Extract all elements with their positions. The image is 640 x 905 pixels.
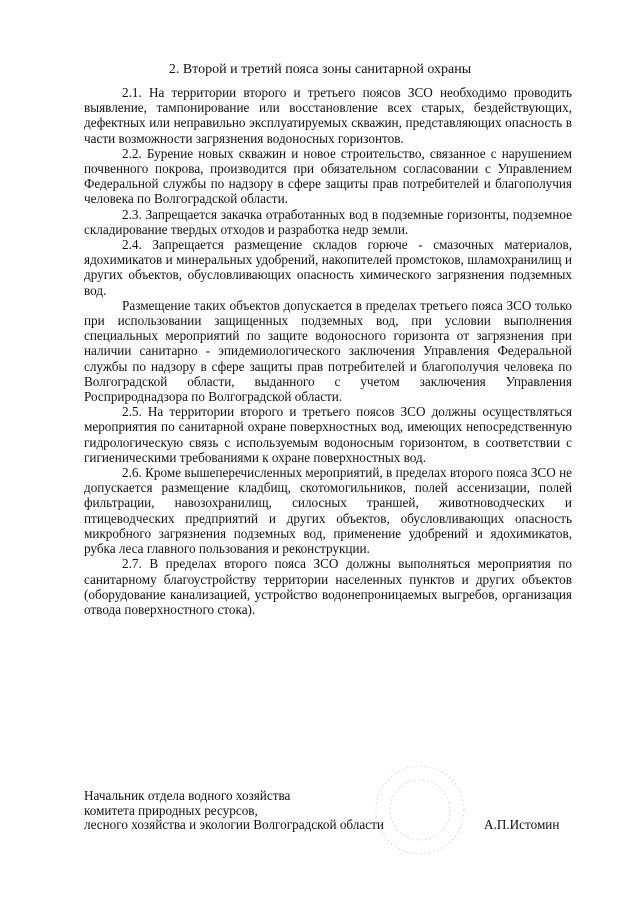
paragraph-2-4-continued: Размещение таких объектов допускается в пределах третьего пояса ЗСО только при использовании защищенных подземных вод, при условии выполнения специальных мероприятий по защите водоносного горизонта от загрязнения при наличии санитарно - эпидемиологического заключения Управления Федеральной службы по надзору в сфере защиты прав потребителей и благополучия человека по Волгоградской области, выданного с учетом заключения Управления Росприроднадзора по Волгоградской области. [84,297,572,405]
paragraph-2-7: 2.7. В пределах второго пояса ЗСО должны выполняться мероприятия по санитарному благоустройству территории населенных пунктов и других объектов (оборудование канализацией, устройство водонепроницаемых выгребов, организация отвода поверхностного стока). [84,556,572,617]
paragraph-2-6: 2.6. Кроме вышеперечисленных мероприятий, в пределах второго пояса ЗСО не допускается размещение кладбищ, скотомогильников, полей ассенизации, полей фильтрации, навозохранилищ, силосных траншей, животноводческих и птицеводческих предприятий и других объектов, обусловливающих опасность микробного загрязнения подземных вод, применение удобрений и ядохимикатов, рубка леса главного пользования и реконструкции. [84,465,572,557]
signer-name: А.П.Истомин [484,817,560,832]
paragraph-2-1: 2.1. На территории второго и третьего поясов ЗСО необходимо проводить выявление, тампонирование или восстановление всех старых, бездействующих, дефектных или неправильно эксплуатируемых скважин, представляющих опасность в части возможности загрязнения водоносных горизонтов. [84,85,572,146]
paragraph-2-2: 2.2. Бурение новых скважин и новое строительство, связанное с нарушением почвенного покрова, производится при обязательном согласовании с Управлением Федеральной службы по надзору в сфере защиты прав потребителей и благополучия человека по Волгоградской области. [84,145,572,207]
signer-title-line: Начальник отдела водного хозяйства [84,788,291,803]
paragraph-2-4: 2.4. Запрещается размещение складов горюче - смазочных материалов, ядохимикатов и минеральных удобрений, накопителей промстоков, шламохранилищ и других объектов, обусловливающих опасность химического загрязнения подземных вод. [84,237,572,298]
document-body [84,85,572,617]
signer-title-line: лесного хозяйства и экологии Волгоградской области [84,817,384,832]
paragraph-2-3: 2.3. Запрещается закачка отработанных вод в подземные горизонты, подземное складирование твердых отходов и разработка недр земли. [84,206,572,237]
signer-title-line: комитета природных ресурсов, [84,802,258,818]
section-heading: 2. Второй и третий пояса зоны санитарной охраны [168,62,472,77]
paragraph-2-5: 2.5. На территории второго и третьего поясов ЗСО должны осуществляться мероприятия по санитарной охране поверхностных вод, имеющих непосредственную гидрологическую связь с используемым водоносным горизонтом, в соответствии с гигиеническими требованиями к охране поверхностных вод. [84,404,572,465]
